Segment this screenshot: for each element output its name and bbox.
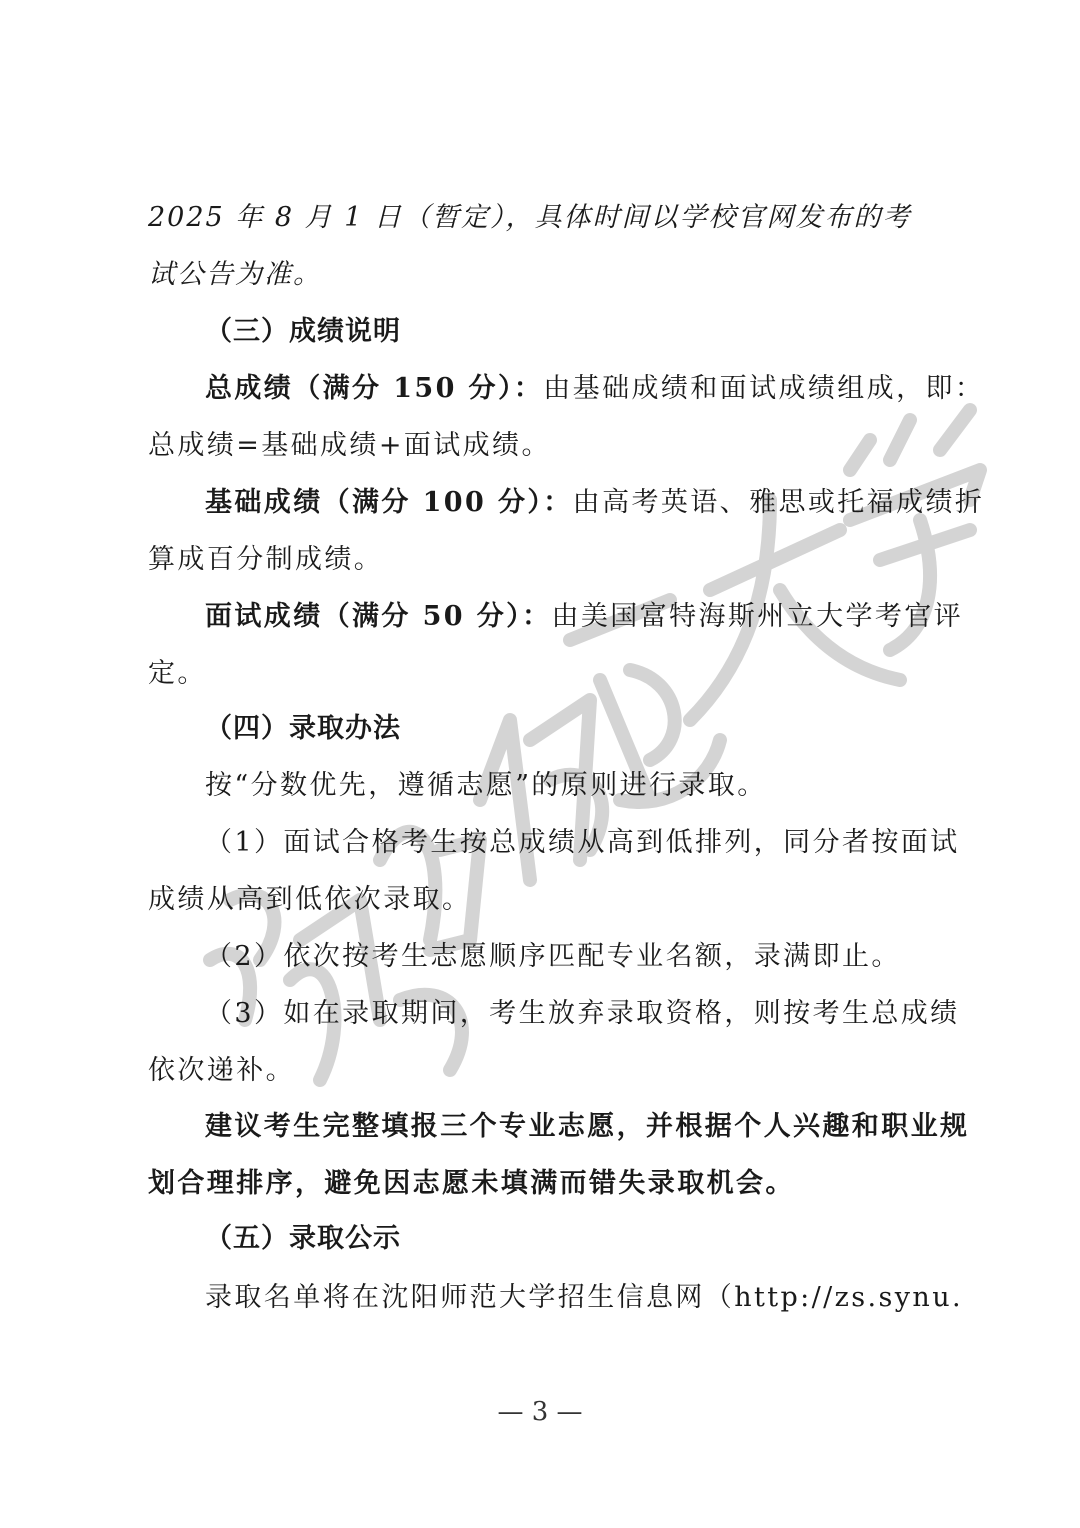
- paragraph-line: [205, 485, 985, 521]
- bold-label: 总成绩（满分 150 分）：: [205, 373, 544, 404]
- section-heading: （五）录取公示: [205, 1223, 401, 1254]
- paragraph-line: 总成绩=基础成绩+面试成绩。: [148, 430, 551, 461]
- bold-paragraph-line: 建议考生完整填报三个专业志愿，并根据个人兴趣和职业规: [205, 1111, 970, 1142]
- paragraph-line: （2）依次按考生志愿顺序匹配专业名额，录满即止。: [205, 941, 901, 972]
- paragraph-line: （1）面试合格考生按总成绩从高到低排列，同分者按面试: [205, 827, 960, 858]
- bold-label: 基础成绩（满分 100 分）：: [205, 487, 573, 518]
- paragraph-line: 定。: [148, 658, 207, 689]
- paragraph-line: 依次递补。: [148, 1055, 295, 1086]
- paragraph-text: 由美国富特海斯州立大学考官评: [551, 601, 964, 632]
- paragraph-line: [205, 371, 985, 407]
- paragraph-line: 试公告为准。: [148, 259, 322, 290]
- bold-paragraph-line: 划合理排序，避免因志愿未填满而错失录取机会。: [148, 1168, 795, 1199]
- section-heading: （四）录取办法: [205, 713, 401, 744]
- paragraph-text: 由基础成绩和面试成绩组成，即：: [543, 373, 985, 404]
- paragraph-line: [205, 599, 964, 635]
- page-number: — 3 —: [497, 1397, 583, 1427]
- paragraph-text: 由高考英语、雅思或托福成绩折: [572, 487, 985, 518]
- paragraph-line: 算成百分制成绩。: [148, 544, 384, 575]
- paragraph-line: 2025 年 8 月 1 日（暂定），具体时间以学校官网发布的考: [148, 202, 912, 233]
- bold-label: 面试成绩（满分 50 分）：: [205, 601, 552, 632]
- paragraph-line: （3）如在录取期间，考生放弃录取资格，则按考生总成绩: [205, 998, 960, 1029]
- paragraph-line: 录取名单将在沈阳师范大学招生信息网（http://zs.synu.: [205, 1282, 963, 1313]
- paragraph-line: 成绩从高到低依次录取。: [148, 884, 472, 915]
- paragraph-line: 按“分数优先，遵循志愿”的原则进行录取。: [205, 770, 767, 801]
- section-heading: （三）成绩说明: [205, 316, 401, 347]
